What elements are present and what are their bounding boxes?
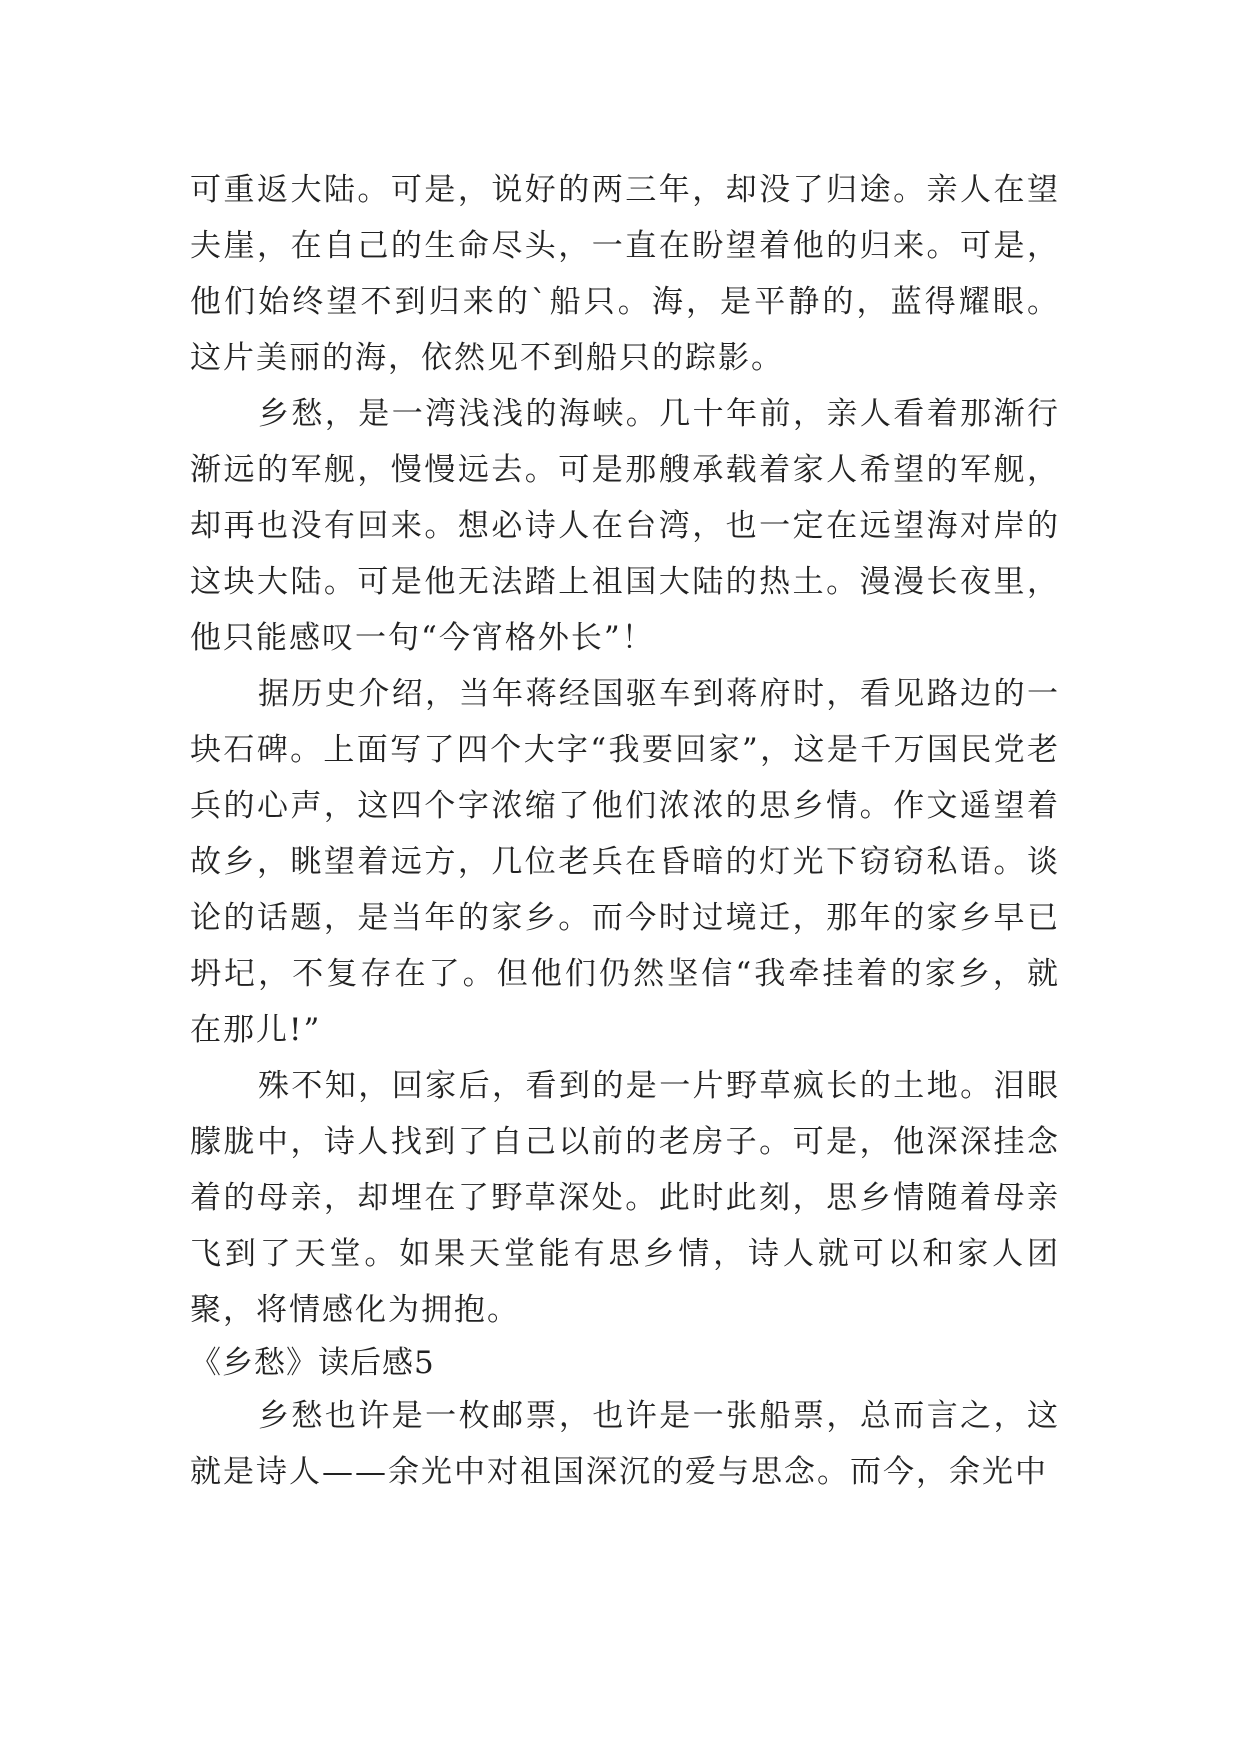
section-heading: 《乡愁》读后感5	[190, 1345, 435, 1381]
paragraph-strait: 乡愁，是一湾浅浅的海峡。几十年前，亲人看着那渐行渐远的军舰，慢慢远去。可是那艘承载着家人希望的军舰，却再也没有回来。想必诗人在台湾，也一定在远望海对岸的这块大陆。可是他无法踏上祖国大陆的热土。漫漫长夜里，他只能感叹一句“今宵格外长”！	[190, 396, 1060, 656]
paragraph-continuation: 可重返大陆。可是，说好的两三年，却没了归途。亲人在望夫崖，在自己的生命尽头，一直在盼望着他的归来。可是，他们始终望不到归来的`船只。海，是平静的，蓝得耀眼。这片美丽的海，依然见不到船只的踪影。	[190, 172, 1060, 376]
paragraph-stamp-ticket: 乡愁也许是一枚邮票，也许是一张船票，总而言之，这就是诗人——余光中对祖国深沉的爱与思念。而今，余光中	[190, 1398, 1060, 1490]
paragraph-history: 据历史介绍，当年蒋经国驱车到蒋府时，看见路边的一块石碑。上面写了四个大字“我要回家”，这是千万国民党老兵的心声，这四个字浓缩了他们浓浓的思乡情。作文遥望着故乡，眺望着远方，几位老兵在昏暗的灯光下窃窃私语。谈论的话题，是当年的家乡。而今时过境迁，那年的家乡早已坍圮，不复存在了。但他们仍然坚信“我牵挂着的家乡，就在那儿!”	[190, 676, 1060, 1048]
paragraph-return-home: 殊不知，回家后，看到的是一片野草疯长的土地。泪眼朦胧中，诗人找到了自己以前的老房子。可是，他深深挂念着的母亲，却埋在了野草深处。此时此刻，思乡情随着母亲飞到了天堂。如果天堂能有思乡情，诗人就可以和家人团聚，将情感化为拥抱。	[190, 1068, 1060, 1328]
document-body	[190, 162, 1060, 1500]
